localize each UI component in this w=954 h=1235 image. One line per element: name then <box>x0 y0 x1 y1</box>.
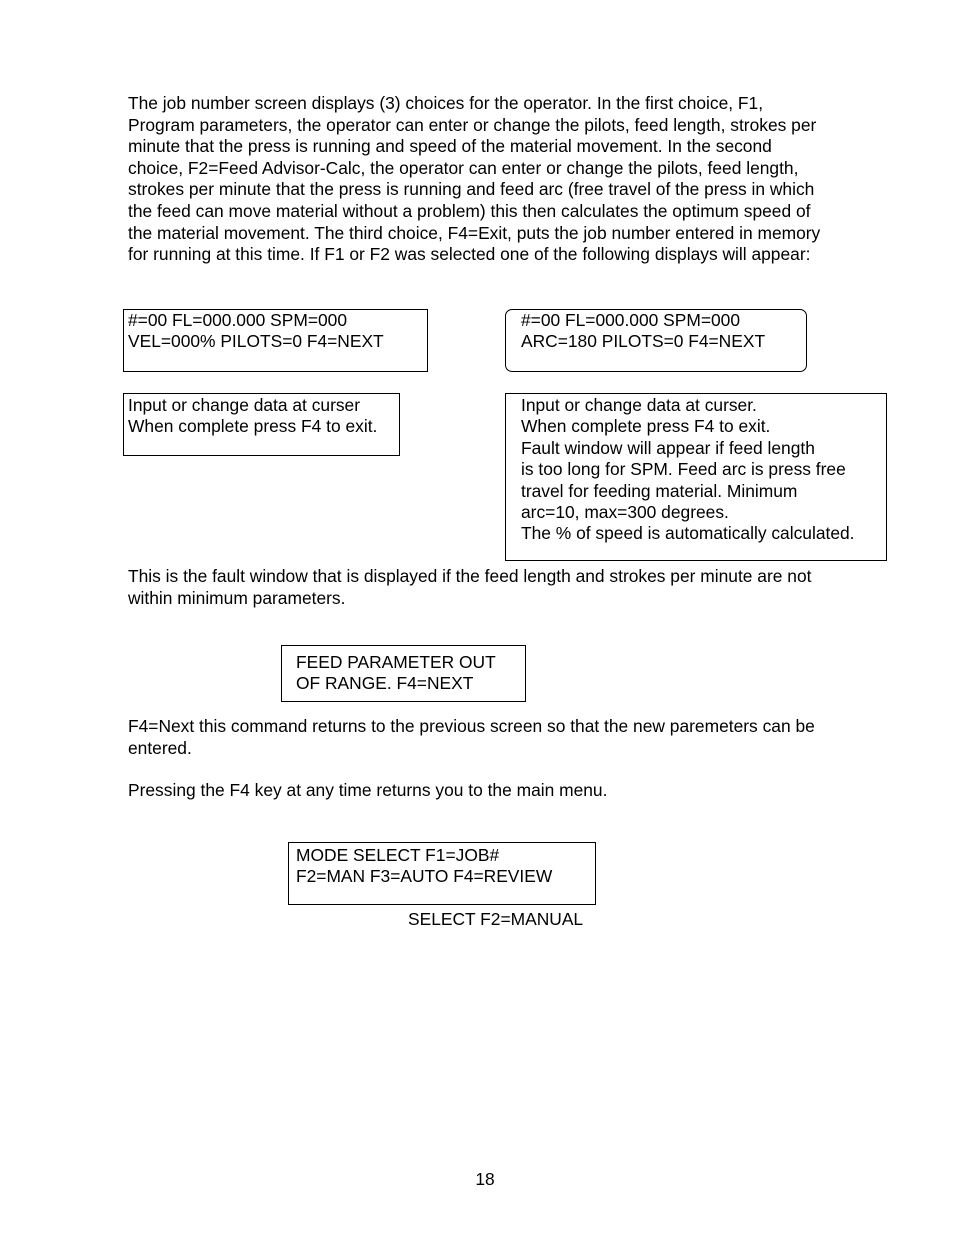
intro-line-8: for running at this time. If F1 or F2 was selected one of the following displays will appear: <box>128 244 811 265</box>
display-f2-line-1: #=00 FL=000.000 SPM=000 <box>521 310 741 330</box>
fault-intro-line-1: This is the fault window that is displayed if the feed length and strokes per minute are not <box>128 566 812 586</box>
f4-note-line-1: Pressing the F4 key at any time returns you to the main menu. <box>128 780 608 800</box>
note-f2-line-4: is too long for SPM. Feed arc is press free <box>521 459 846 480</box>
fault-window-box <box>281 645 526 702</box>
f4-note-paragraph <box>128 780 898 802</box>
display-f1-box <box>123 309 428 372</box>
note-f2-line-3: Fault window will appear if feed length <box>521 437 815 458</box>
intro-line-4: choice, F2=Feed Advisor-Calc, the operator can enter or change the pilots, feed length, <box>128 157 799 178</box>
note-f2-line-2: When complete press F4 to exit. <box>521 416 771 437</box>
intro-line-5: strokes per minute that the press is running and feed arc (free travel of the press in which <box>128 179 815 200</box>
select-caption: SELECT F2=MANUAL <box>408 909 584 929</box>
display-f2-line-2: ARC=180 PILOTS=0 F4=NEXT <box>521 331 766 352</box>
note-f1-line-1: Input or change data at curser <box>128 395 361 415</box>
next-note-paragraph <box>128 716 898 759</box>
display-f2-box <box>505 309 807 372</box>
fault-intro-line-2: within minimum parameters. <box>128 587 346 608</box>
fault-window-line-1: FEED PARAMETER OUT <box>296 652 496 672</box>
intro-line-6: the feed can move material without a problem) this then calculates the optimum speed of <box>128 200 811 221</box>
intro-line-2: Program parameters, the operator can enter or change the pilots, feed length, strokes per <box>128 114 817 135</box>
note-f1-line-2: When complete press F4 to exit. <box>128 416 378 437</box>
intro-line-7: the material movement. The third choice, F4=Exit, puts the job number entered in memory <box>128 222 821 243</box>
fault-intro-paragraph <box>128 566 898 609</box>
note-f2-line-6: arc=10, max=300 degrees. <box>521 502 729 523</box>
display-f1-line-2: VEL=000% PILOTS=0 F4=NEXT <box>128 331 384 352</box>
note-f2-box <box>505 393 887 561</box>
note-f2-line-1: Input or change data at curser. <box>521 395 757 415</box>
intro-line-1: The job number screen displays (3) choices for the operator. In the first choice, F1, <box>128 93 764 113</box>
intro-paragraph <box>128 93 898 266</box>
note-f2-line-7: The % of speed is automatically calculated. <box>521 523 855 544</box>
intro-line-3: minute that the press is running and speed of the material movement. In the second <box>128 136 772 157</box>
note-f1-box <box>123 393 400 456</box>
next-note-line-2: entered. <box>128 737 192 758</box>
next-note-line-1: F4=Next this command returns to the previous screen so that the new paremeters can be <box>128 716 815 736</box>
mode-select-box <box>288 842 596 905</box>
note-f2-line-5: travel for feeding material. Minimum <box>521 480 798 501</box>
fault-window-line-2: OF RANGE. F4=NEXT <box>296 673 474 694</box>
page-number: 18 <box>475 1169 495 1189</box>
mode-select-line-1: MODE SELECT F1=JOB# <box>296 845 500 865</box>
display-f1-line-1: #=00 FL=000.000 SPM=000 <box>128 310 348 330</box>
mode-select-line-2: F2=MAN F3=AUTO F4=REVIEW <box>296 866 553 887</box>
